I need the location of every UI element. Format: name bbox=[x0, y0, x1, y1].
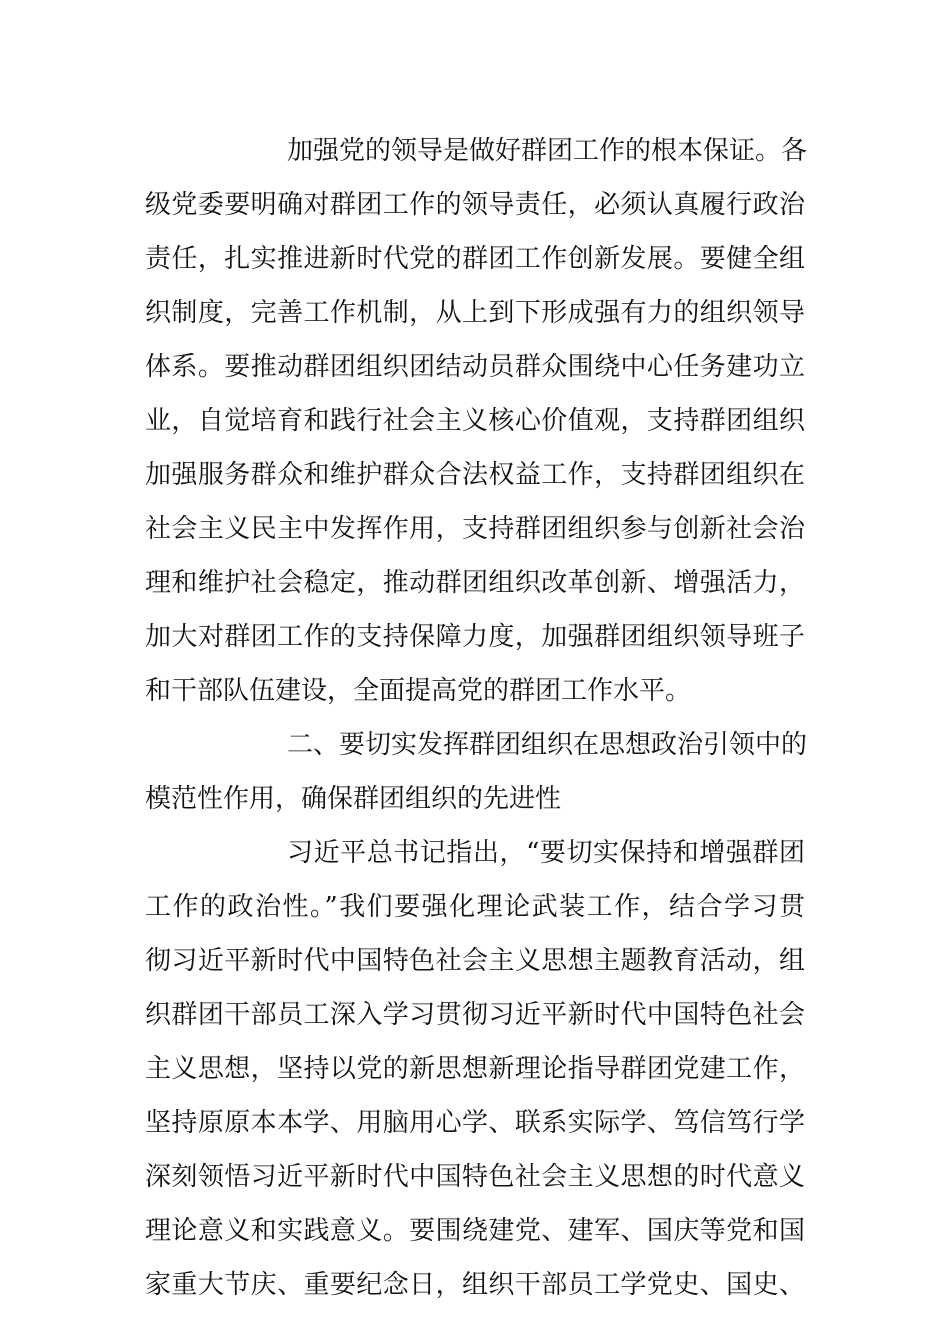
paragraph-line: 体系。要推动群团组织团结动员群众围绕中心任务建功立 bbox=[145, 352, 805, 382]
paragraph-line: 加大对群团工作的支持保障力度，加强群团组织领导班子 bbox=[145, 622, 805, 652]
paragraph-line: 社会主义民主中发挥作用，支持群团组织参与创新社会治 bbox=[145, 514, 805, 544]
paragraph-line: 深刻领悟习近平新时代中国特色社会主义思想的时代意义 bbox=[145, 1162, 805, 1192]
paragraph-line: 加强服务群众和维护群众合法权益工作，支持群团组织在 bbox=[145, 460, 805, 490]
paragraph-line: 和干部队伍建设，全面提高党的群团工作水平。 bbox=[145, 676, 692, 706]
paragraph-line: 家重大节庆、重要纪念日，组织干部员工学党史、国史、 bbox=[145, 1270, 805, 1300]
paragraph-line: 理和维护社会稳定，推动群团组织改革创新、增强活力， bbox=[145, 568, 805, 598]
paragraph-line: 习近平总书记指出，“要切实保持和增强群团 bbox=[287, 838, 805, 868]
section-heading-line: 模范性作用，确保群团组织的先进性 bbox=[145, 784, 562, 814]
paragraph-line: 级党委要明确对群团工作的领导责任，必须认真履行政治 bbox=[145, 190, 805, 220]
section-heading-line: 二、要切实发挥群团组织在思想政治引领中的 bbox=[287, 730, 808, 760]
paragraph-line: 彻习近平新时代中国特色社会主义思想主题教育活动，组 bbox=[145, 946, 805, 976]
paragraph-line: 坚持原原本本学、用脑用心学、联系实际学、笃信笃行学 bbox=[145, 1108, 805, 1138]
paragraph-line: 主义思想，坚持以党的新思想新理论指导群团党建工作， bbox=[145, 1054, 805, 1084]
paragraph-line: 业，自觉培育和践行社会主义核心价值观，支持群团组织 bbox=[145, 406, 805, 436]
paragraph-line: 织群团干部员工深入学习贯彻习近平新时代中国特色社会 bbox=[145, 1000, 805, 1030]
paragraph-line: 理论意义和实践意义。要围绕建党、建军、国庆等党和国 bbox=[145, 1216, 805, 1246]
paragraph-line: 织制度，完善工作机制，从上到下形成强有力的组织领导 bbox=[145, 298, 805, 328]
paragraph-line: 责任，扎实推进新时代党的群团工作创新发展。要健全组 bbox=[145, 244, 805, 274]
paragraph-line: 加强党的领导是做好群团工作的根本保证。各 bbox=[287, 136, 808, 166]
paragraph-line: 工作的政治性。”我们要强化理论武装工作，结合学习贯 bbox=[145, 892, 805, 922]
